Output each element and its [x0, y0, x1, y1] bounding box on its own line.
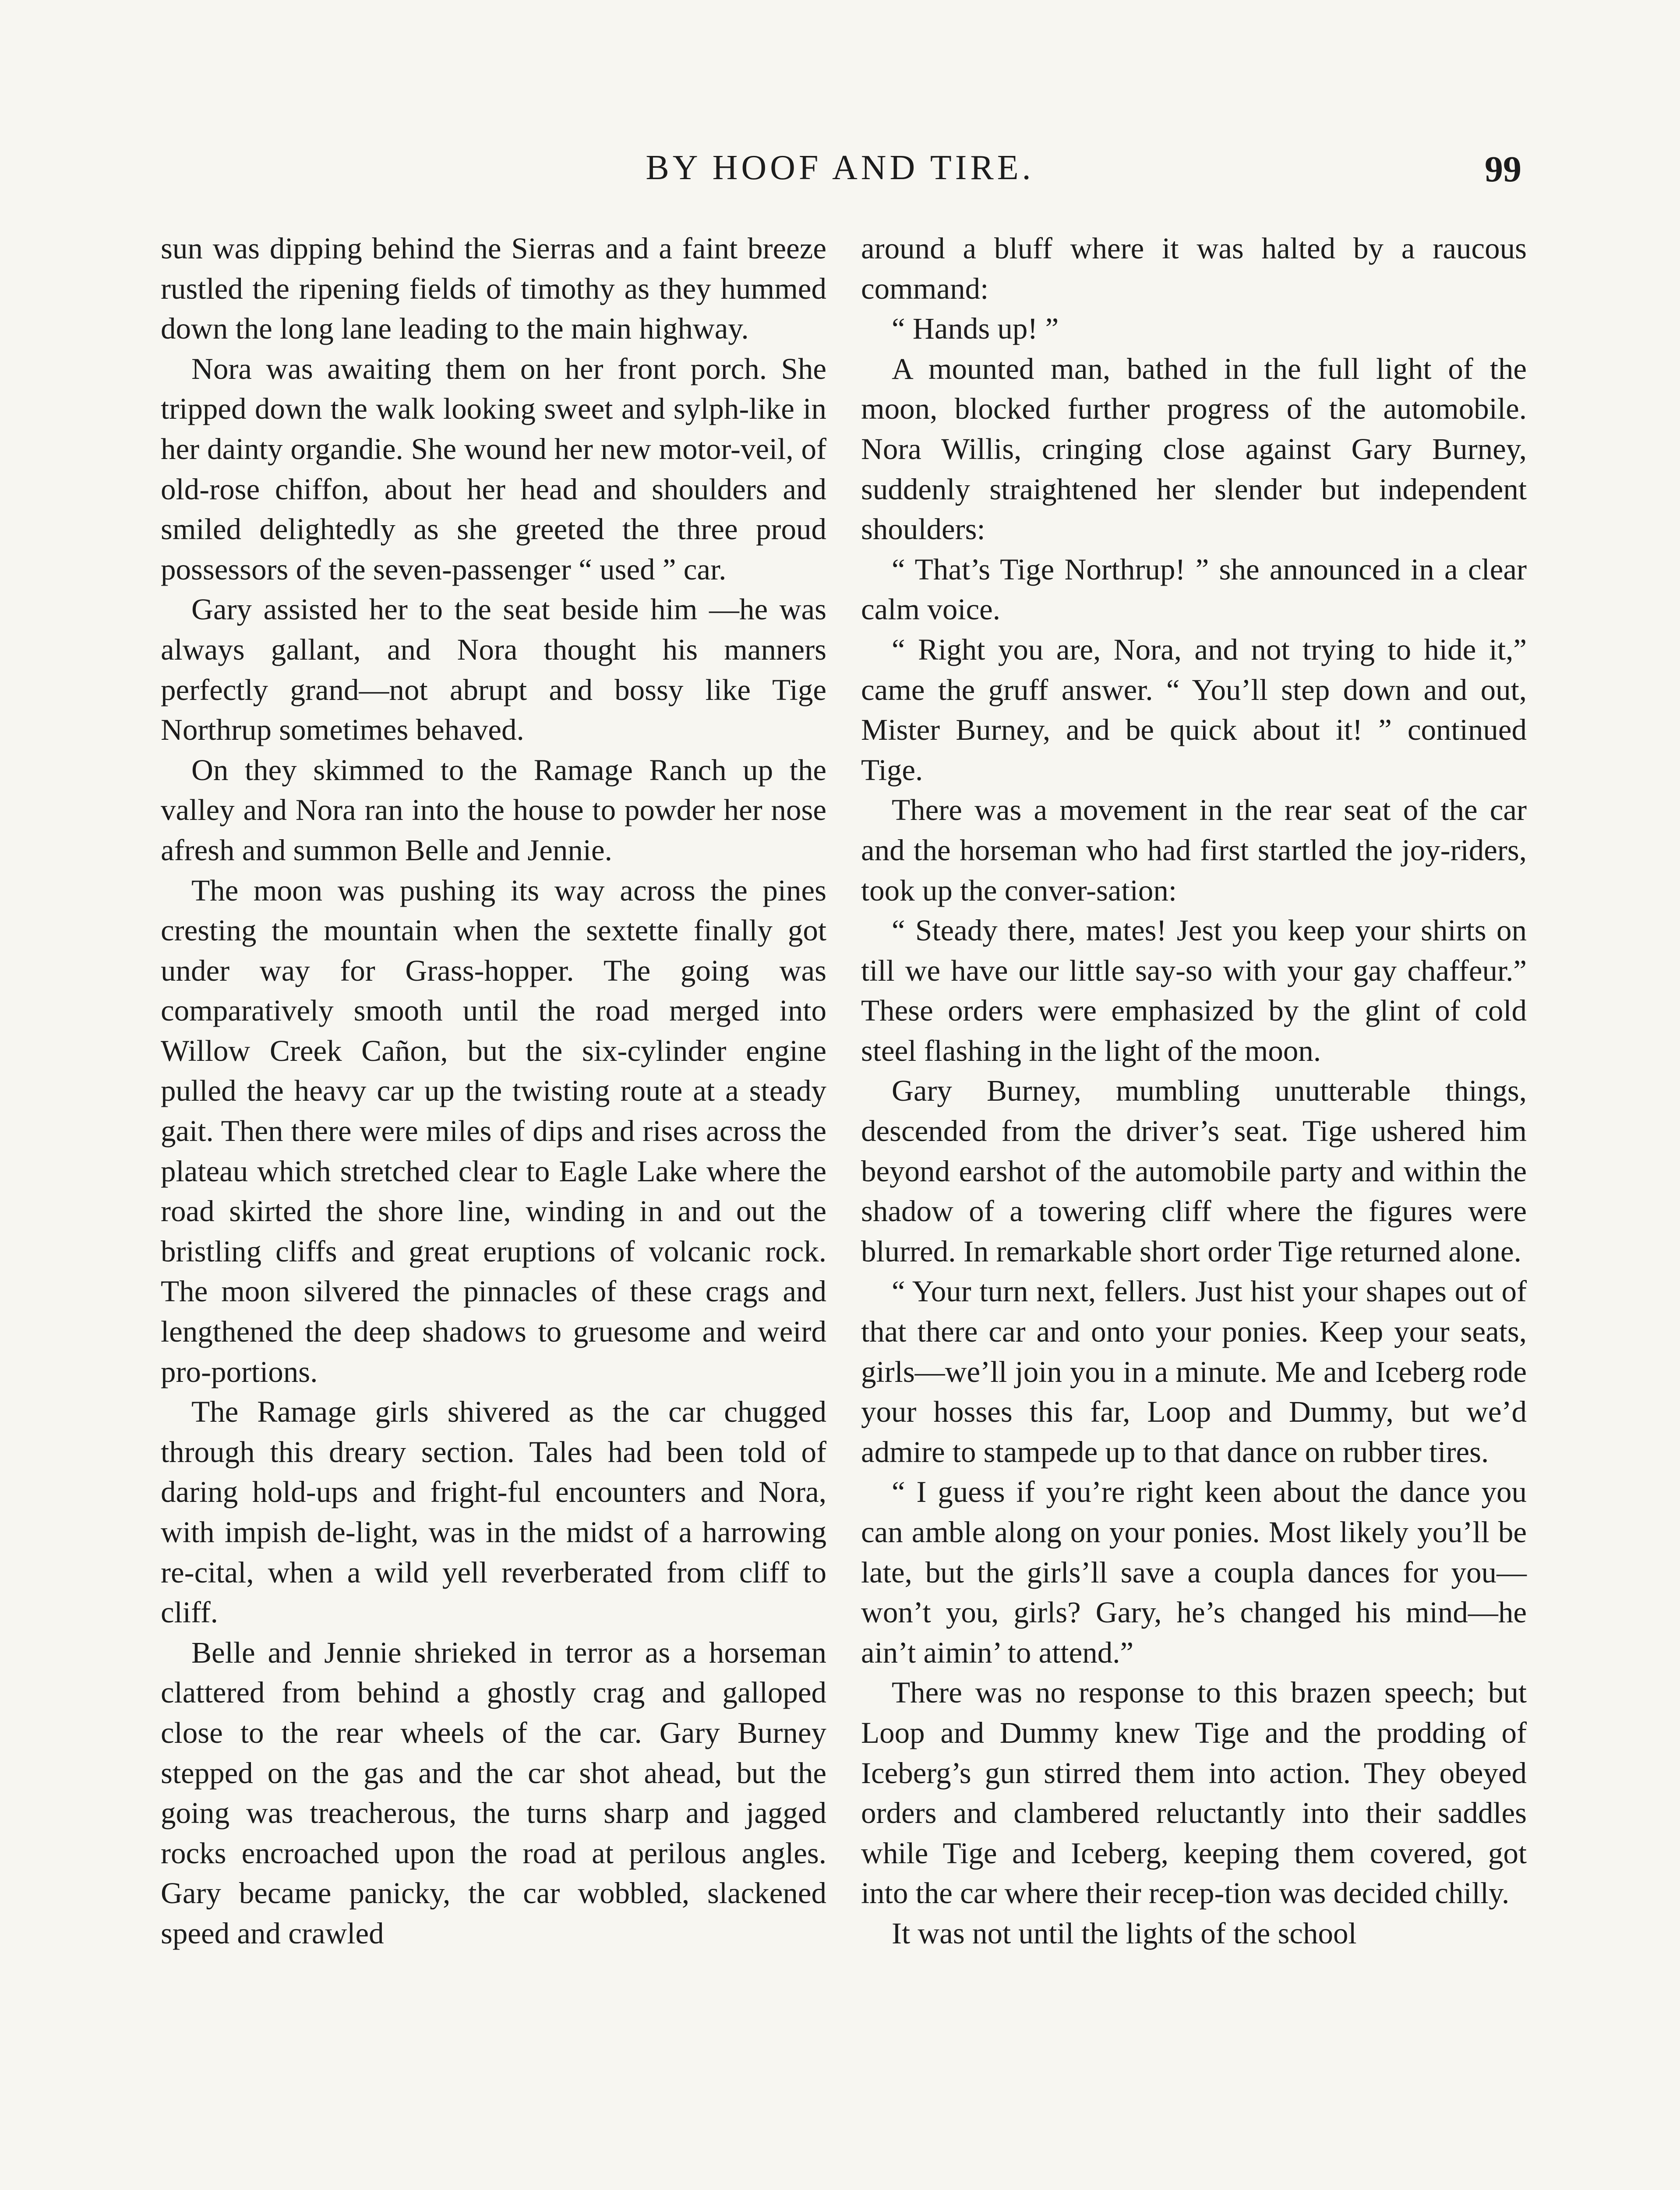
paragraph: The Ramage girls shivered as the car chugged through this dreary section. Tales had been told of daring hold-ups and fright-ful encounters and Nora, with impish de-light, was in the midst of a harrowing re-cital, when a wild yell reverberated from cliff to cliff. [161, 1395, 826, 1629]
paragraph: Belle and Jennie shrieked in terror as a horseman clattered from behind a ghostly crag and galloped close to the rear wheels of the car. Gary Burney stepped on the gas and the car shot ahead, but the going was treacherous, the turns sharp and jagged rocks encroached upon the road at perilous angles. Gary became panicky, the car wobbled, slackened speed and crawled [161, 1635, 826, 1950]
paragraph: There was no response to this brazen speech; but Loop and Dummy knew Tige and the prodding of Iceberg’s gun stirred them into action. They obeyed orders and clambered reluctantly into their saddles while Tige and Iceberg, keeping them covered, got into the car where their recep-tion was decided chilly. [861, 1676, 1527, 1910]
paragraph: It was not until the lights of the school [892, 1916, 1357, 1950]
paragraph: Gary assisted her to the seat beside him —he was always gallant, and Nora thought his manners perfectly grand—not abrupt and bossy like Tige Northrup sometimes behaved. [161, 593, 826, 747]
paragraph: “ I guess if you’re right keen about the dance you can amble along on your ponies. Most likely you’ll be late, but the girls’ll save a coupla dances for you—won’t you, girls? Gary, he’s changed his mind—he ain’t aimin’ to attend.” [861, 1475, 1527, 1669]
paragraph: “ Right you are, Nora, and not trying to hide it,” came the gruff answer. “ You’ll step down and out, Mister Burney, and be quick about it! ” continued Tige. [861, 632, 1527, 787]
paragraph: The moon was pushing its way across the pines cresting the mountain when the sextette finally got under way for Grass-hopper. The going was comparatively smooth until the road merged into Willow Creek Cañon, but the six-cylinder engine pulled the heavy car up the twisting route at a steady gait. Then there were miles of dips and rises across the plateau which stretched clear to Eagle Lake where the road skirted the shore line, winding in and out the bristling cliffs and great eruptions of volcanic rock. The moon silvered the pinnacles of these crags and lengthened the deep shadows to gruesome and weird pro-portions. [161, 873, 826, 1388]
paragraph: Nora was awaiting them on her front porch. She tripped down the walk looking sweet and sylph-like in her dainty organdie. She wound her new motor-veil, of old-rose chiffon, about her head and shoulders and smiled delightedly as she greeted the three proud possessors of the seven-passenger “ used ” car. [161, 352, 826, 586]
running-head: BY HOOF AND TIRE. [646, 148, 1034, 187]
left-column [161, 229, 826, 1954]
right-column [861, 229, 1527, 1954]
paragraph: “ Your turn next, fellers. Just hist your shapes out of that there car and onto your ponies. Keep your seats, girls—we’ll join you in a minute. Me and Iceberg rode your hosses this far, Loop and Dummy, but we’d admire to stampede up to that dance on rubber tires. [861, 1275, 1527, 1469]
page-number: 99 [1485, 149, 1521, 190]
page-header [0, 148, 1680, 201]
paragraph: “ Hands up! ” [892, 312, 1059, 346]
paragraph: There was a movement in the rear seat of the car and the horseman who had first startled the joy-riders, took up the conver-sation: [861, 793, 1527, 907]
paragraph: A mounted man, bathed in the full light of the moon, blocked further progress of the automobile. Nora Willis, cringing close against Gary Burney, suddenly straightened her slender but independent shoulders: [861, 352, 1527, 546]
paragraph: “ Steady there, mates! Jest you keep your shirts on till we have our little say-so with your gay chaffeur.” These orders were emphasized by the glint of cold steel flashing in the light of the moon. [861, 914, 1527, 1067]
paragraph: “ That’s Tige Northrup! ” she announced in a clear calm voice. [861, 552, 1527, 626]
paragraph: Gary Burney, mumbling unutterable things, descended from the driver’s seat. Tige ushered him beyond earshot of the automobile party and within the shadow of a towering cliff where the figures were blurred. In remarkable short order Tige returned alone. [861, 1074, 1527, 1268]
paragraph: On they skimmed to the Ramage Ranch up the valley and Nora ran into the house to powder her nose afresh and summon Belle and Jennie. [161, 753, 826, 867]
paragraph: around a bluff where it was halted by a raucous command: [861, 232, 1527, 305]
paragraph: sun was dipping behind the Sierras and a faint breeze rustled the ripening fields of timothy as they hummed down the long lane leading to the main highway. [161, 232, 826, 346]
